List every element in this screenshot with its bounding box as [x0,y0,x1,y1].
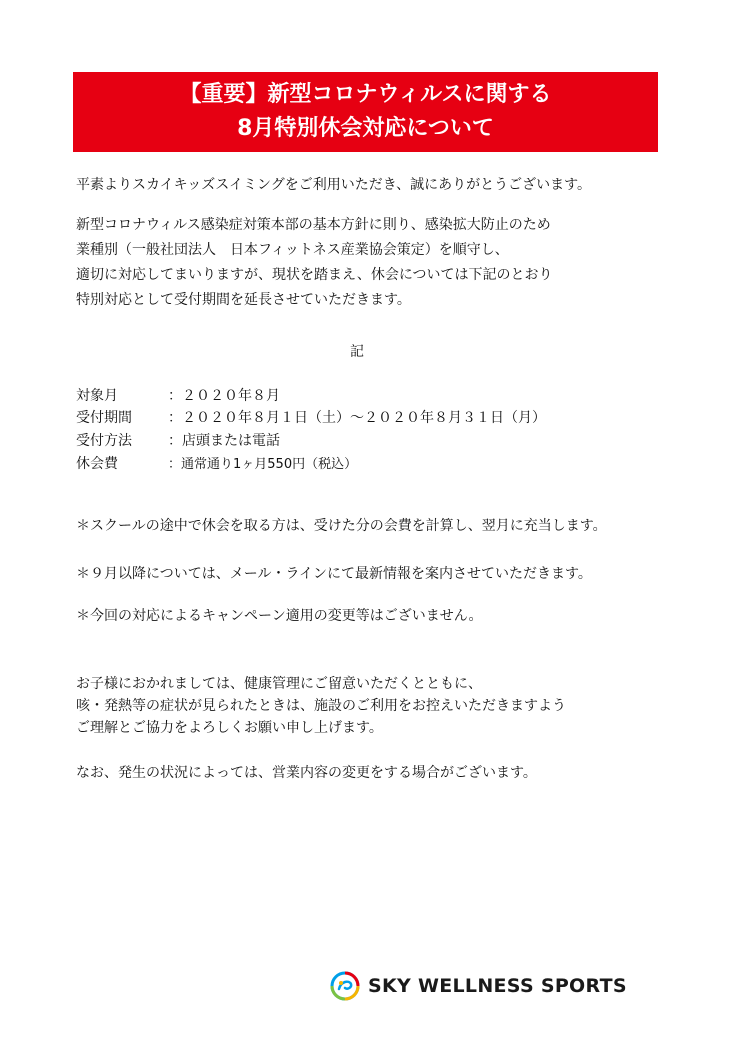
detail-row-fee [76,454,357,475]
note-2: ＊９月以降については、メール・ラインにて最新情報を案内させていただきます。 [76,566,592,582]
intro-paragraph [76,213,553,313]
intro-line-2: 業種別（一般社団法人 日本フィットネス産業協会策定）を順守し、 [76,242,509,258]
swirl-logo-icon [330,971,360,1001]
ki-heading: 記 [350,344,364,360]
intro-line-3: 適切に対応してまいりますが、現状を踏まえ、休会については下記のとおり [76,267,553,283]
detail-value: ：２０２０年８月 [168,388,280,404]
detail-value: ：２０２０年８月１日（土）～２０２０年８月３１日（月） [168,410,546,426]
detail-value: ：店頭または電話 [168,433,280,449]
intro-line-4: 特別対応として受付期間を延長させていただきます。 [76,292,411,308]
detail-value: ：通常通り1ヶ月550円（税込） [168,457,358,472]
final-note: なお、発生の状況によっては、営業内容の変更をする場合がございます。 [76,765,537,781]
detail-row-target-month [76,386,280,406]
detail-label: 対象月 [76,388,118,404]
logo-text: SKY WELLNESS SPORTS [368,975,627,997]
intro-line-1: 新型コロナウィルス感染症対策本部の基本方針に則り、感染拡大防止のため [76,217,551,233]
greeting-text: 平素よりスカイキッズスイミングをご利用いただき、誠にありがとうございます。 [76,177,592,193]
title-line-2: 8月特別休会対応について [237,116,494,141]
closing-line-2: 咳・発熱等の症状が見られたときは、施設のご利用をお控えいただきますよう [76,698,566,714]
note-1: ＊スクールの途中で休会を取る方は、受けた分の会費を計算し、翌月に充当します。 [76,518,607,534]
note-3: ＊今回の対応によるキャンペーン適用の変更等はございません。 [76,608,483,624]
detail-label: 受付方法 [76,433,132,449]
detail-label: 休会費 [76,456,118,472]
sky-wellness-sports-logo [330,970,627,1002]
title-line-1: 【重要】新型コロナウィルスに関する [179,82,552,107]
detail-row-reception-method [76,431,280,451]
closing-line-3: ご理解とご協力をよろしくお願い申し上げます。 [76,720,383,736]
detail-label: 受付期間 [76,410,132,426]
detail-row-reception-period [76,408,546,428]
closing-paragraph [76,673,566,739]
closing-line-1: お子様におかれましては、健康管理にご留意いただくとともに、 [76,676,482,692]
title-banner [73,72,658,152]
